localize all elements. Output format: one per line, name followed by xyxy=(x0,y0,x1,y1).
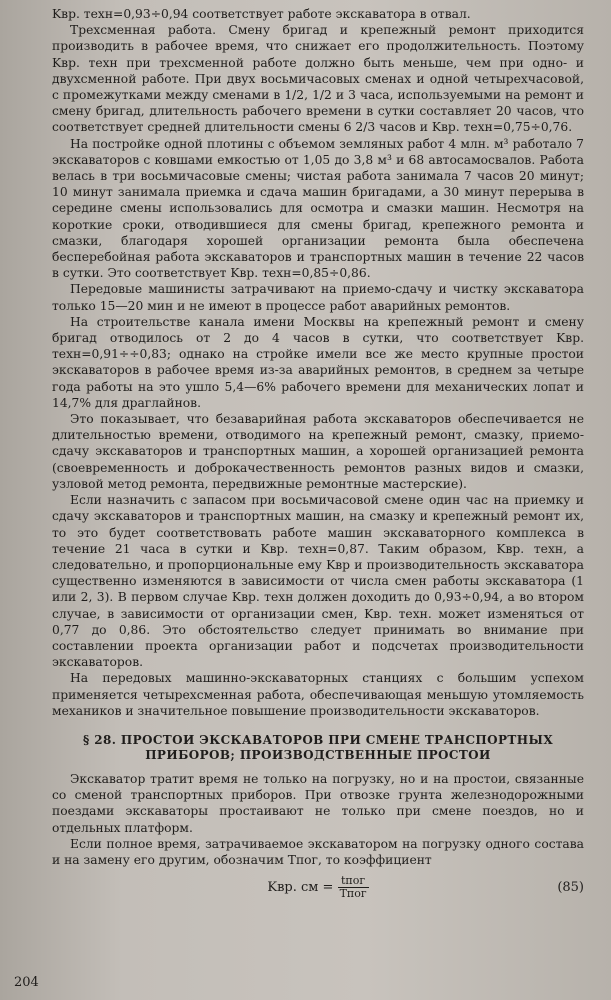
paragraph-5: На строительстве канала имени Москвы на крепежный ремонт и смену бригад отводилось от 2 до 4 часов в сутки, что соответствует Kвр. техн=0,91÷÷0,83; однако на стройке имели все же место крупные простои экскаваторов в рабочее время из-за аварийных ремонтов, в среднем за четыре года работы на это ушло 5,4—6% рабочего времени для механических лопат и 14,7% для драглайнов. xyxy=(52,314,584,410)
paragraph-1: Kвр. техн=0,93÷0,94 соответствует работе экскаватора в отвал. xyxy=(52,7,471,21)
paragraph-6: Это показывает, что безаварийная работа экскаваторов обеспечивается не длительностью времени, отводимого на крепежный ремонт, смазку, приемо-сдачу экскаваторов и транспортных машин, а хорошей организацией ремонта (своевременность и доброкачественность ремонтов разных видов и смазки, узловой метод ремонта, передвижные ремонтные мастерские). xyxy=(52,412,584,491)
page-text xyxy=(52,6,584,906)
paragraph-9: Экскаватор тратит время не только на погрузку, но и на простои, связанные со сменой транспортных приборов. При отвозке грунта железнодорожными поездами экскаваторы простаивают не только при смене поездов, но и отдельных платформ. xyxy=(52,771,584,835)
formula-lhs: Kвр. см = xyxy=(267,880,334,896)
paragraph-8: На передовых машинно-экскаваторных станциях с большим успехом применяется четырехсменная работа, обеспечивающая меньшую утомляемость механиков и значительное повышение производительности экскаваторов. xyxy=(52,671,584,718)
section-heading: § 28. ПРОСТОИ ЭКСКАВАТОРОВ ПРИ СМЕНЕ ТРАНСПОРТНЫХ ПРИБОРОВ; ПРОИЗВОДСТВЕННЫЕ ПРОСТОИ xyxy=(82,732,554,762)
equation-number: (85) xyxy=(557,880,584,896)
paragraph-3: На постройке одной плотины с объемом земляных работ 4 млн. м³ работало 7 экскаваторов с ковшами емкостью от 1,05 до 3,8 м³ и 68 автосамосвалов. Работа велась в три восьмичасовые смены; чистая работа занимала 7 часов 20 минут; 10 минут занимала приемка и сдача машин бригадами, а 30 минут перерыва в середине смены использовались для осмотра и смазки машин. Несмотря на короткие сроки, отводившиеся для смены бригад, крепежного ремонта и смазки, благодаря хорошей организации ремонта была обеспечена бесперебойная работа экскаваторов и транспортных машин в течение 22 часов в сутки. Это соответствует Kвр. техн=0,85÷0,86. xyxy=(52,136,584,281)
formula-numerator: tпог xyxy=(338,875,369,888)
page-number: 204 xyxy=(14,975,39,990)
paragraph-7: Если назначить с запасом при восьмичасовой смене один час на приемку и сдачу экскаваторов и транспортных машин, на смазку и крепежный ремонт их, то это будет соответствовать работе машин экскаваторного комплекса в течение 21 часа в сутки и Kвр. техн=0,87. Таким образом, Kвр. техн, а следовательно, и пропорциональные ему Kвр и производительность экскаватора существенно изменяются в зависимости от числа смен работы экскаватора (1 или 2, 3). В первом случае Kвр. техн должен доходить до 0,93÷0,94, а во втором случае, в зависимости от организации смен, Kвр. техн. может изменяться от 0,77 до 0,86. Это обстоятельство следует принимать во внимание при составлении проекта организации работ и подсчетах производительности экскаваторов. xyxy=(52,493,584,670)
formula-85 xyxy=(52,870,584,906)
paragraph-4: Передовые машинисты затрачивают на приемо-сдачу и чистку экскаватора только 15—20 мин и не имеют в процессе работ аварийных ремонтов. xyxy=(52,282,584,313)
formula-fraction xyxy=(338,875,369,900)
paragraph-10: Если полное время, затрачиваемое экскаватором на погрузку одного состава и на замену его другим, обозначим Tпог, то коэффициент xyxy=(52,836,584,867)
formula-denominator: Tпог xyxy=(339,887,367,901)
paragraph-2: Трехсменная работа. Смену бригад и крепежный ремонт приходится производить в рабочее время, что снижает его продолжительность. Поэтому Kвр. техн при трехсменной работе должно быть меньше, чем при одно- и двухсменной работе. При двух восьмичасовых сменах и одной четырехчасовой, с промежутками между сменами в 1/2, 1/2 и 3 часа, используемыми на ремонт и смену бригад, длительность рабочего времени в сутки составляет 20 часов, что соответствует средней длительности смены 6 2/3 часов и Kвр. техн=0,75÷0,76. xyxy=(52,23,584,135)
